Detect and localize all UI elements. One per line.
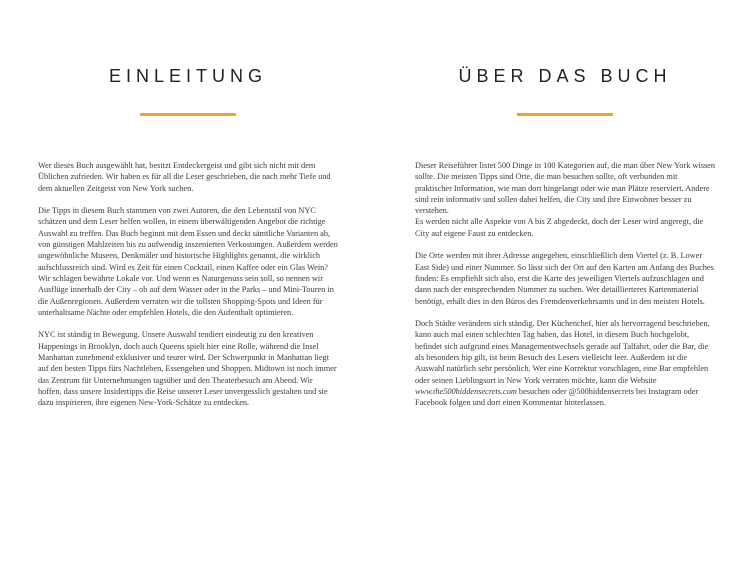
right-page-body (415, 160, 715, 420)
paragraph: Es werden nicht alle Aspekte von A bis Z abgedeckt, doch der Leser wird angeregt, die City auf eigene Faust zu entdecken. (415, 217, 704, 238)
paragraph: Die Orte werden mit ihrer Adresse angegeben, einschließlich dem Viertel (z. B. Lower East Side) und einer Nummer. So lässt sich der Ort auf den Karten am Anfang des Buches finden: Es empfiehlt sich also, erst die Karte des jeweiligen Viertels aufzuschlagen und dann nach der entsprechenden Nummer zu suchen. Wer detaillierteres Kartenmaterial benötigt, erhält dies in den Büros des Fremdenverkehrsamts und in den meisten Hotels. (415, 251, 714, 306)
paragraph-text: Doch Städte verändern sich ständig. Der Küchenchef, hier als hervorragend beschrieben, kann auch mal einen schlechten Tag haben, das Hotel, in diesem Buch hochgelobt, befindet sich aufgrund eines Managementwechsels gerade auf Talfahrt, oder die Bar, die als besonders hip gilt, ist beim Besuch des Lesers vielleicht leer. Außerdem ist die Auswahl natürlich sehr persönlich. Wer eine Korrektur vorschlagen, eine Bar empfehlen oder seinen Lieblingsort in New York verraten möchte, kann die Website (415, 319, 710, 385)
paragraph: Die Tipps in diesem Buch stammen von zwei Autoren, die den Lebensstil von NYC schätzen und dem Leser helfen wollen, in einem überwältigenden Angebot die richtige Auswahl zu treffen. Das Buch beginnt mit dem Essen und deckt sämtliche Varianten ab, von günstigen Mahlzeiten bis zu aufwendig inszenierten Verkostungen. Außerdem werden ungewöhnliche Museen, Denkmäler und historische Highlights genannt, die wirklich aufschlussreich sind. Wird es Zeit für einen Cocktail, einen Kaffee oder ein Glas Wein? Wir schlagen bewährte Lokale vor. Und wenn es Naturgenuss sein soll, so nennen wir Ausflüge innerhalb der City – ob auf dem Wasser oder in the Parks – und Mini-Touren in die Außenregionen. Außerdem verraten wir die tollsten Shopping-Spots und Ideen für unterhaltsame Nächte oder empfehlen Hotels, die den Aufenthalt optimieren. (38, 206, 338, 317)
heading-underline (517, 113, 613, 116)
page-heading-ueber-das-buch: ÜBER DAS BUCH (458, 66, 672, 86)
paragraph-text: besuchen oder @500hiddensecrets bei Instagram oder Facebook folgen und dort einen Kommentar hinterlassen. (415, 386, 699, 408)
page-heading-einleitung: EINLEITUNG (108, 66, 268, 86)
paragraph: NYC ist ständig in Bewegung. Unsere Auswahl tendiert eindeutig zu den kreativen Happenings in Brooklyn, doch auch Queens spielt hier eine Rolle, während die Insel Manhattan zunehmend exklusiver und teurer wird. Der Schwerpunkt in Manhattan liegt auf den besten Tipps fürs Nachtleben, Essengehen und Shoppen. Midtown ist noch immer das Zentrum für Unternehmungen tagsüber und den Theaterbesuch am Abend. Wir hoffen, dass unsere Insidertipps die Reise unserer Leser unvergesslich gestalten und sie dazu inspirieren, ihre eigenen New-York-Schätze zu entdecken. (38, 330, 337, 408)
left-page-body (38, 160, 338, 420)
paragraph (415, 318, 715, 408)
website-link[interactable]: www.the500hiddensecrets.com (415, 386, 517, 396)
paragraph: Dieser Reiseführer listet 500 Dinge in 100 Kategorien auf, die man über New York wissen sollte. Die meisten Tipps sind Orte, die man besuchen sollte, oft verbunden mit praktischer Information, wie man dort hingelangt oder wie man Plätze reserviert. Andere sind rein informativ und sollen dabei helfen, die City und ihre Einwohner besser zu verstehen. (415, 161, 715, 216)
heading-underline (140, 113, 236, 116)
paragraph: Wer dieses Buch ausgewählt hat, besitzt Entdeckergeist und gibt sich nicht mit dem Üblichen zufrieden. Wir haben es für all die Leser geschrieben, die nach mehr Tiefe und dem aktuellen Zeitgeist von New York suchen. (38, 161, 331, 193)
